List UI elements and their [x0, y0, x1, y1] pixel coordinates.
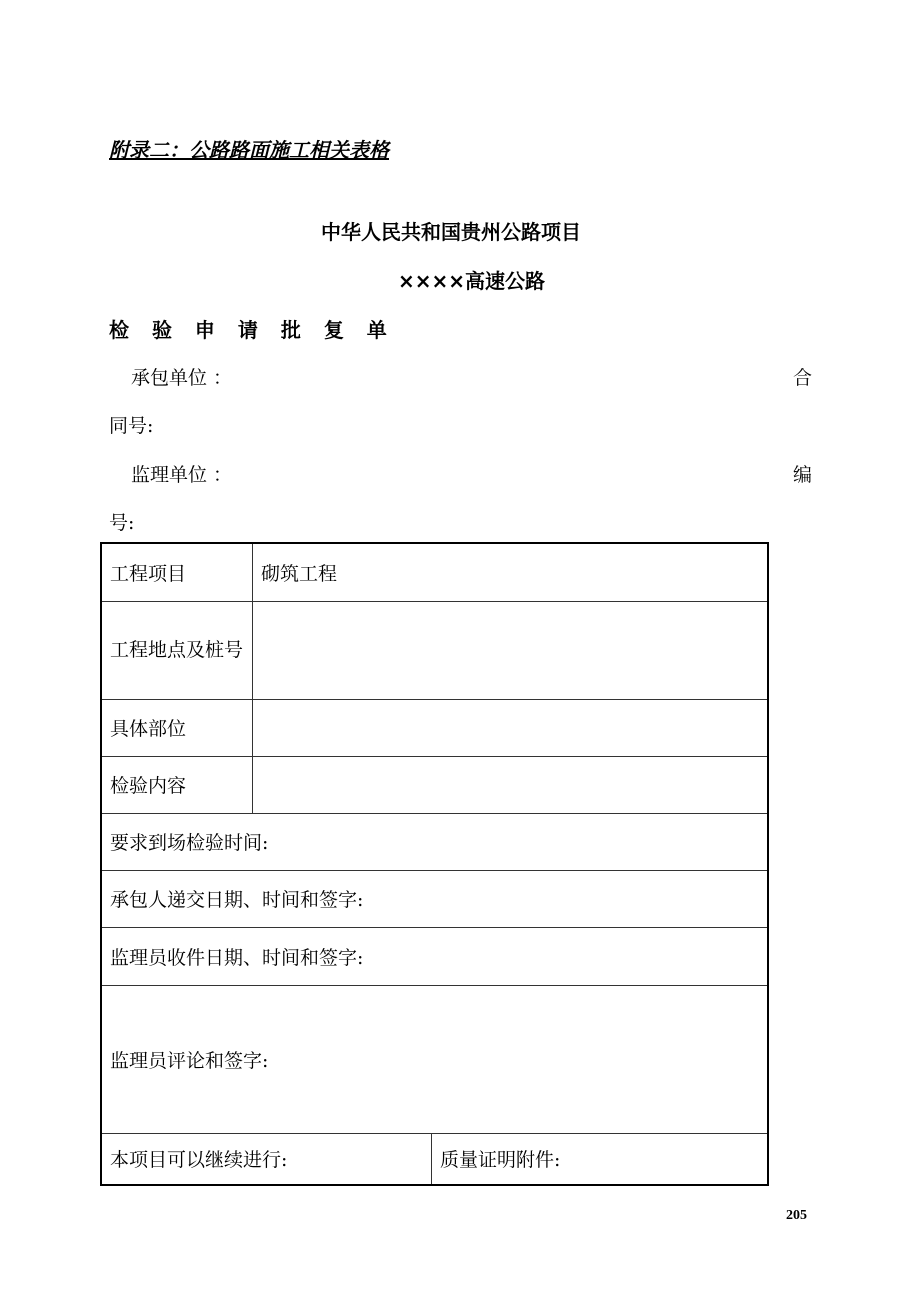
project-label: 工程项目 [101, 543, 253, 601]
project-value[interactable]: 砌筑工程 [253, 543, 769, 601]
supervisor-receipt-field[interactable]: 监理员收件日期、时间和签字: [101, 927, 768, 985]
may-proceed-field[interactable]: 本项目可以继续进行: [102, 1134, 432, 1184]
table-row [101, 1133, 768, 1185]
project-heading: 中华人民共和国贵州公路项目 [321, 220, 581, 244]
contract-no-label: 同号: [109, 415, 154, 437]
position-value[interactable] [253, 699, 769, 756]
bottom-row-container [101, 1133, 768, 1185]
table-row [101, 813, 768, 870]
supervisor-label: 监理单位 ： [131, 464, 233, 486]
position-label: 具体部位 [101, 699, 253, 756]
location-label-text: 工程地点及桩号 [110, 639, 244, 661]
contractor-label: 承包单位 ： [131, 367, 233, 389]
table-row [101, 601, 768, 699]
contract-no-label-start: 合 [793, 367, 813, 389]
serial-no-label: 号: [109, 512, 135, 534]
appendix-title: 附录二：公路路面施工相关表格 [109, 138, 389, 162]
location-value[interactable] [253, 601, 769, 699]
quality-certificate-field[interactable]: 质量证明附件: [440, 1149, 561, 1171]
page-number: 205 [786, 1208, 807, 1223]
serial-no-label-start: 编 [793, 464, 813, 486]
table-row [101, 699, 768, 756]
table-row [101, 985, 768, 1133]
location-label [101, 601, 253, 699]
supervisor-comments-field[interactable]: 监理员评论和签字: [101, 985, 768, 1133]
inspection-content-value[interactable] [253, 756, 769, 813]
inspection-time-field[interactable]: 要求到场检验时间: [101, 813, 768, 870]
form-title: 检 验 申 请 批 复 单 [109, 318, 395, 342]
table-row [101, 543, 768, 601]
table-row [101, 756, 768, 813]
table-row [101, 927, 768, 985]
table-row [101, 870, 768, 927]
contractor-submission-field[interactable]: 承包人递交日期、时间和签字: [101, 870, 768, 927]
highway-heading: ××××高速公路 [398, 269, 546, 293]
inspection-content-label: 检验内容 [101, 756, 253, 813]
inspection-request-table [100, 542, 769, 1186]
